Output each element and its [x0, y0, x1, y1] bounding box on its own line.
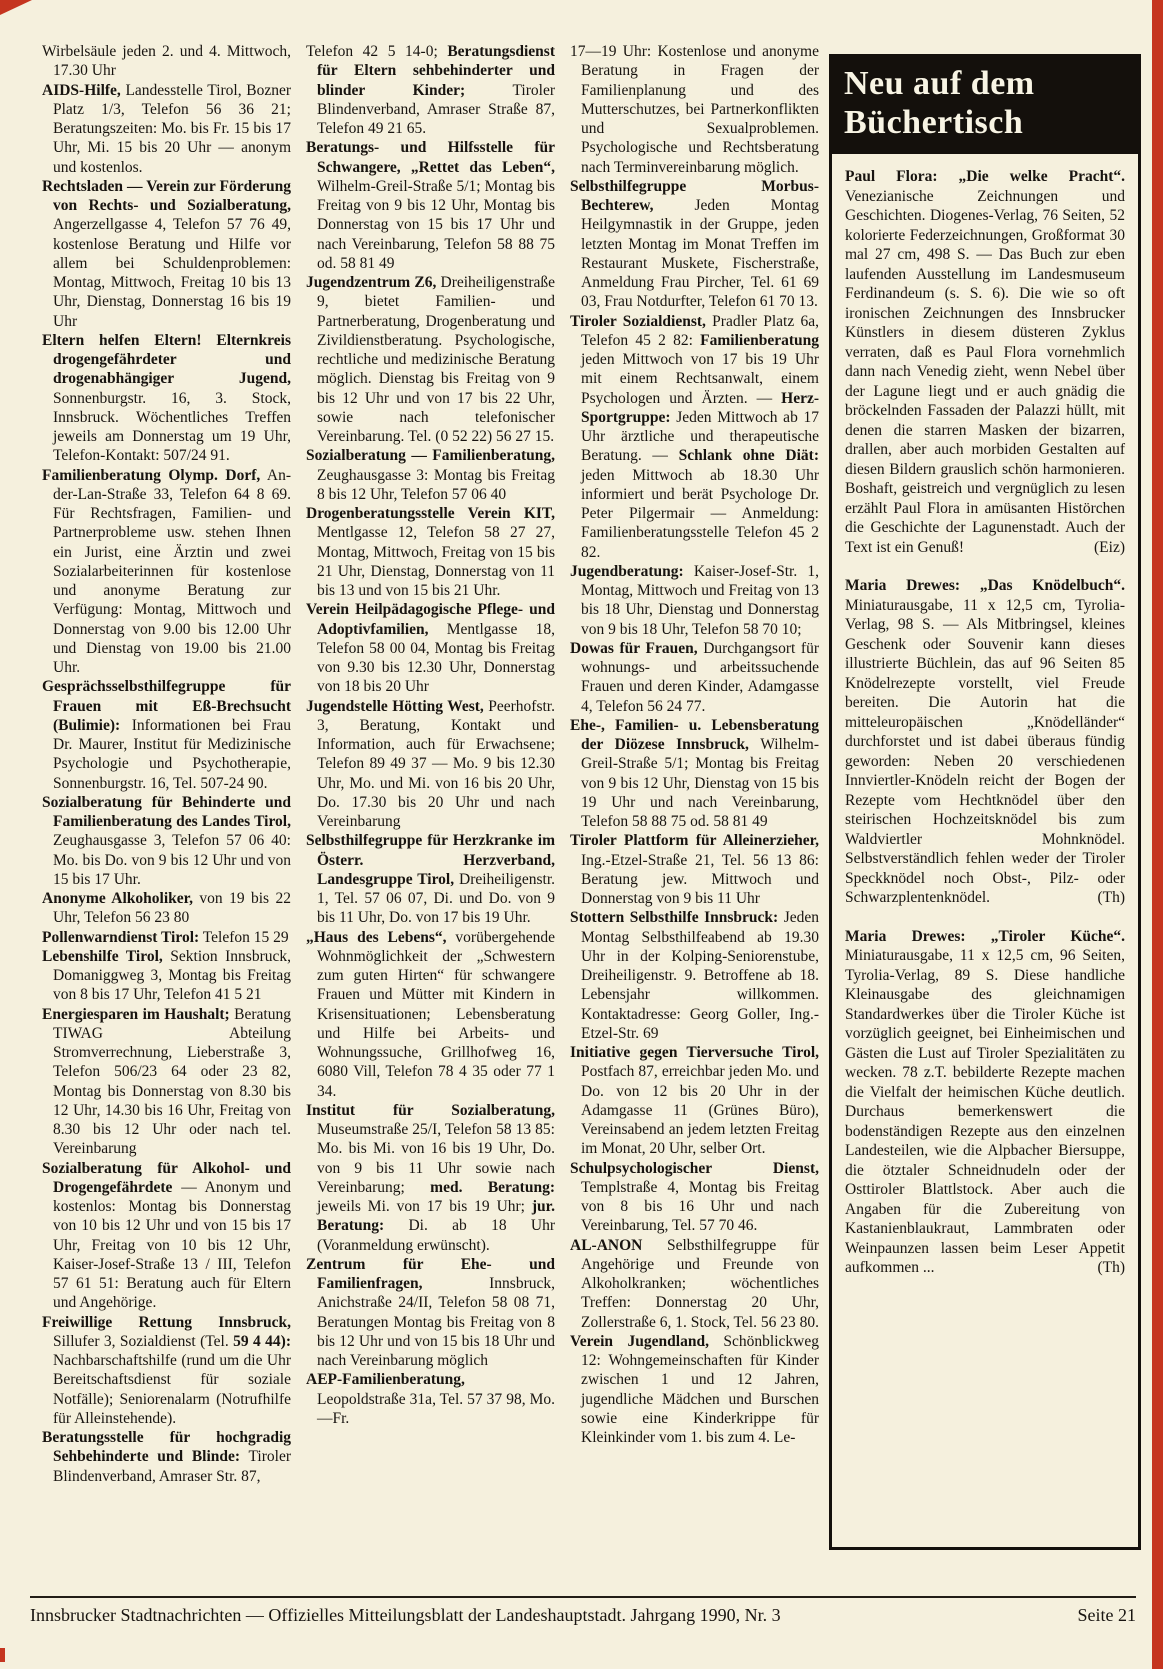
- listing-entry-title: „Haus des Lebens“,: [306, 928, 447, 946]
- listing-entry: [570, 1236, 819, 1332]
- listing-entry-title: Rechtsladen — Verein zur Förderung von Rechts- und Sozialberatung,: [42, 177, 291, 214]
- book-review-title: Paul Flora: „Die welke Pracht“.: [845, 168, 1125, 185]
- listing-column-3: [570, 42, 819, 1556]
- listing-entry-title: Gesprächsselbsthilfegruppe für Frauen mit Eß-Brechsucht (Bulimie):: [42, 678, 291, 734]
- listing-entry-text: Mentlgasse 18, Telefon 58 00 04, Montag bis Freitag von 9.30 bis 12.30 Uhr, Donnerstag von 18 bis 20 Uhr: [317, 620, 555, 696]
- listing-column-1: [42, 42, 291, 1556]
- listing-entry-title: Stottern Selbsthilfe Innsbruck:: [570, 909, 779, 927]
- listing-entry-title: Eltern helfen Eltern! Elternkreis drogengefährdeter und drogenabhängiger Jugend,: [42, 331, 291, 388]
- listing-entry-title: AEP-Familienberatung,: [306, 1371, 465, 1389]
- listing-entry-text: von 19 bis 22 Uhr, Telefon 56 23 80: [53, 890, 291, 927]
- listing-entry-title: Jugendzentrum Z6,: [306, 274, 437, 291]
- listing-entry-text: Jeden Montag Heilgymnastik in der Gruppe, jeden letzten Montag im Monat Treffen im Restaurant Muskete, Fischerstraße, Anmeldung Frau Pircher, Tel. 61 69 03, Frau Notdurfter, Telefon 61 70 13.: [581, 197, 819, 311]
- registration-mark-bottomleft: [0, 1648, 5, 1662]
- listing-entry-text: Telefon 15 29: [199, 928, 289, 946]
- listing-entry-text: Zeughausgasse 3, Telefon 57 06 40: Mo. bis Do. von 9 bis 12 Uhr und von 15 bis 17 Uhr.: [53, 832, 291, 888]
- listing-entry: [306, 1370, 555, 1428]
- listing-entry-text: Museumstraße 25/I, Telefon 58 13 85: Mo. bis Mi. von 16 bis 19 Uhr, Do. von 9 bis 11 Uhr sowie nach Vereinbarung;: [317, 1121, 555, 1196]
- book-review-title: Maria Drewes: „Tiroler Küche“.: [845, 927, 1125, 945]
- registration-mark-topleft: [0, 0, 32, 15]
- listing-entry-text: — Anonym und kostenlos: Montag bis Donnerstag von 10 bis 12 Uhr und von 15 bis 17 Uhr, Freitag von 10 bis 12 Uhr, Kaiser-Josef-Straße 13 / III, Telefon 57 61 51: Beratung auch für Eltern und Angehörige.: [53, 1178, 291, 1312]
- listing-entry-title: Institut für Sozialberatung,: [306, 1101, 555, 1119]
- book-review: [845, 167, 1125, 557]
- book-box-header: [832, 57, 1138, 154]
- footer-publication-info: Innsbrucker Stadtnachrichten — Offizielles Mitteilungsblatt der Landeshauptstadt. Jahrgang 1990, Nr. 3: [30, 1605, 781, 1625]
- listing-entry: [42, 677, 291, 793]
- listing-entry-text: Angerzellgasse 4, Telefon 57 76 49, kostenlose Beratung und Hilfe vor allem bei Schuldenproblemen: Montag, Mittwoch, Freitag 10 bis 13 Uhr, Dienstag, Donnerstag 16 bis 19 Uhr: [53, 216, 291, 330]
- listing-entry: [42, 331, 291, 466]
- listing-entry: [42, 947, 291, 1005]
- listing-entry-text: Di. ab 18 Uhr (Voranmeldung erwünscht).: [317, 1217, 555, 1254]
- listing-entry: [570, 1043, 819, 1159]
- listing-entry: [42, 1313, 291, 1429]
- listing-entry-text: Wirbelsäule jeden 2. und 4. Mittwoch, 17.30 Uhr: [42, 43, 291, 80]
- listing-entry-text: Selbsthilfegruppe für Angehörige und Freunde von Alkoholkranken; wöchentliches Treffen: Donnerstag 20 Uhr, Zollerstraße 6, 1. Stock, Tel. 56 23 80.: [581, 1236, 819, 1331]
- listing-entry-title: Zentrum für Ehe- und Familienfragen,: [306, 1255, 555, 1292]
- listing-entry-text: Sektion Innsbruck, Domaniggweg 3, Montag bis Freitag von 8 bis 17 Uhr, Telefon 41 5 21: [53, 947, 291, 1004]
- listing-entry-text: jeweils Mi. von 17 bis 19 Uhr;: [317, 1198, 532, 1215]
- listing-entry-title: Sozialberatung — Familienberatung,: [306, 447, 555, 465]
- listing-entry-text: 17—19 Uhr: Kostenlose und anonyme Beratung in Fragen der Familienplanung und des Mutterschutzes, bei Partnerkonflikten und Sexualproblemen. Psychologische und Rechtsberatung nach Terminvereinbarung möglich.: [570, 43, 819, 176]
- listing-entry-title: Dowas für Frauen,: [570, 639, 698, 657]
- book-review-box: [829, 54, 1141, 1550]
- listing-entry-text: jeden Mittwoch ab 18.30 Uhr informiert und berät Psychologe Dr. Peter Pilgermair — Anmeldung: Familienberatungsstelle Telefon 45 2 82.: [581, 466, 819, 561]
- listing-entry-text: Telefon 42 5 14-0;: [306, 43, 448, 60]
- page-footer: [30, 1596, 1136, 1626]
- listing-entry-text: Beratung TIWAG Abteilung Stromverrechnung, Lieberstraße 3, Telefon 506/23 64 oder 23 82, Montag bis Donnerstag von 8.30 bis 12 Uhr, 14.30 bis 16 Uhr, Freitag von 8.30 bis 12 Uhr oder nach tel. Vereinbarung: [53, 1005, 291, 1158]
- listing-entry-text: Informationen bei Frau Dr. Maurer, Institut für Medizinische Psychologie und Psychotherapie, Sonnenburgstr. 16, Tel. 507-24 90.: [53, 716, 291, 792]
- listing-entry-title: Energiesparen im Haushalt;: [42, 1005, 230, 1023]
- listing-entry-title: Familienberatung Olymp. Dorf,: [42, 466, 261, 484]
- page-edge-red-stripe: [1152, 0, 1163, 1669]
- book-review: [845, 927, 1125, 1278]
- listing-entry-title: Jugendberatung:: [570, 562, 684, 580]
- listing-entry-text: Dreiheiligenstr. 1, Tel. 57 06 07, Di. und Do. von 9 bis 11 Uhr, Do. von 17 bis 19 Uhr.: [317, 870, 555, 927]
- listing-entry: [306, 446, 555, 504]
- listing-entry-title: Selbsthilfegruppe für Herzkranke im Österr. Herzverband, Landesgruppe Tirol,: [306, 832, 555, 888]
- book-box-title-line2: Büchertisch: [844, 104, 1024, 141]
- listing-entry: [42, 889, 291, 928]
- listing-entry-title: Verein Heilpädagogische Pflege- und Adoptivfamilien,: [306, 601, 555, 638]
- listing-entry-text: Sonnenburgstr. 16, 3. Stock, Innsbruck. Wöchentliches Treffen jeweils am Donnerstag um 19 Uhr, Telefon-Kontakt: 507/24 91.: [53, 389, 291, 465]
- listing-entry-text: Innsbruck, Anichstraße 24/II, Telefon 58 08 71, Beratungen Montag bis Freitag von 8 bis 12 Uhr und von 15 bis 18 Uhr und nach Vereinbarung möglich: [317, 1275, 555, 1369]
- listing-entry-title: 59 4 44):: [233, 1332, 291, 1350]
- listing-entry: [570, 639, 819, 716]
- listing-entry-text: Schönblickweg 12: Wohngemeinschaften für Kinder zwischen 1 und 12 Jahren, jugendliche Mädchen und Burschen sowie eine Kinderkrippe für Kleinkinder vom 1. bis zum 4. Le-: [581, 1332, 819, 1446]
- listing-entry: [306, 1101, 555, 1255]
- listing-entry: [306, 273, 555, 446]
- book-review-text: Miniaturausgabe, 11 x 12,5 cm, Tyrolia-Verlag, 98 S. — Als Mitbringsel, kleines Geschenk oder Souvenir kann dieses illustrierte Büchlein, das auf 96 Seiten 85 Knödelrezepte vorstellt, viel Freude bereiten. Die Autorin hat die mitteleuropäischen „Knödelländer“ durchforstet und ist dabei überaus fündig geworden: Neben 20 verschiedenen Innviertler-Knödeln reicht der Bogen der Rezepte vom Hechtknödel über den steirischen Hochzeitsknödel bis zum Waldviertler Mohnknödel. Selbstverständlich fehlen weder der Tiroler Speckknödel noch Obst-, Pilz- oder Schwarzplentenknödel.: [845, 596, 1125, 906]
- listing-entry-text: Landesstelle Tirol, Bozner Platz 1/3, Telefon 56 36 21; Beratungszeiten: Mo. bis Fr. 15 bis 17 Uhr, Mi. 15 bis 20 Uhr — anonym und kostenlos.: [53, 81, 291, 176]
- listing-entry: [570, 908, 819, 1043]
- listing-entry-title: Tiroler Plattform für Alleinerzieher,: [570, 832, 819, 850]
- listing-entry: [306, 831, 555, 927]
- listing-entry: [306, 600, 555, 696]
- listing-entry-title: Sozialberatung für Alkohol- und Drogengefährdete: [42, 1159, 291, 1196]
- listing-entry-text: jeden Mittwoch von 17 bis 19 Uhr mit einem Rechtsanwalt, einem Psychologen und Ärzten. —: [581, 351, 819, 407]
- listing-entry: [42, 42, 291, 81]
- listing-entry-title: Initiative gegen Tierversuche Tirol,: [570, 1044, 819, 1061]
- listing-entry: [306, 1255, 555, 1371]
- listing-column-2: [306, 42, 555, 1556]
- book-review-title: Maria Drewes: „Das Knödelbuch“.: [845, 577, 1125, 594]
- book-review: [845, 576, 1125, 908]
- listing-entry: [42, 928, 291, 947]
- book-reviews: [832, 154, 1138, 1278]
- book-box-title-line1: Neu auf dem: [844, 65, 1035, 102]
- footer-page-number: Seite 21: [1077, 1605, 1136, 1625]
- listing-entry-title: Beratungsdienst für Eltern sehbehinderter und blinder Kinder;: [317, 43, 555, 99]
- listing-entry-title: Schulpsychologischer Dienst,: [570, 1159, 819, 1177]
- listing-entry-title: Drogenberatungsstelle Verein KIT,: [306, 505, 555, 522]
- book-review-attribution: (Eiz): [1094, 538, 1125, 556]
- listing-entry: [570, 716, 819, 832]
- listing-entry: [570, 1332, 819, 1448]
- book-review-text: Venezianische Zeichnungen und Geschichten. Diogenes-Verlag, 76 Seiten, 52 kolorierte Federzeichnungen, Großformat 30 mal 27 cm, 498 S. — Das Buch zur eben laufenden Ausstellung im Landesmuseum Ferdinandeum (s. S. 6). Die wie so oft ironischen Zeichnungen des Innsbrucker Künstlers in diesem düsteren Zyklus verraten, daß es Paul Flora vornehmlich dann nach Venedig zieht, wenn Nebel über der Lagune liegt und er auch gnädig die bröckelnden Fassaden der Palazzi hüllt, mit denen die starren Masken der bizarren, drallen, aber auch morbiden Gestalten auf diesen Bildern grauslich schön harmonieren. Boshaft, geistreich und vergnüglich zu lesen erzählt Paul Flora in amüsanten Histörchen die Geschichte der Lagunenstadt. Auch der Text ist ein Genuß!: [845, 187, 1125, 556]
- listing-entry-title: Herz-Sportgruppe:: [581, 389, 819, 426]
- listing-entry-title: AL-ANON: [570, 1236, 643, 1254]
- listing-entry-text: Wilhelm-Greil-Straße 5/1; Montag bis Freitag von 9 bis 12 Uhr, Montag bis Donnerstag von 15 bis 17 Uhr und nach Vereinbarung, Telefon 58 88 75 od. 58 81 49: [317, 177, 555, 272]
- listing-entry-text: An-der-Lan-Straße 33, Telefon 64 8 69. Für Rechtsfragen, Familien- und Partnerprobleme usw. stehen Ihnen ein Jurist, eine Ärztin und zwei Sozialarbeiterinnen für kostenlose und anonyme Beratung zur Verfügung: Montag, Mittwoch und Donnerstag von 9.00 bis 12.00 Uhr und Dienstag von 19.00 bis 21.00 Uhr.: [53, 466, 291, 676]
- listing-entry-title: Sozialberatung für Behinderte und Familienberatung des Landes Tirol,: [42, 793, 291, 830]
- listing-entry-text: Zeughausgasse 3: Montag bis Freitag 8 bis 12 Uhr, Telefon 57 06 40: [317, 466, 555, 503]
- listing-entry-title: Anonyme Alkoholiker,: [42, 890, 193, 907]
- book-review-attribution: (Th): [1097, 889, 1125, 906]
- listing-entry-title: Beratungsstelle für hochgradig Sehbehinderte und Blinde:: [42, 1429, 291, 1466]
- listing-entry-title: Freiwillige Rettung Innsbruck,: [42, 1313, 291, 1331]
- listing-entry-title: Pollenwarndienst Tirol:: [42, 928, 200, 946]
- listing-entry-text: Postfach 87, erreichbar jeden Mo. und Do. von 12 bis 20 Uhr in der Adamgasse 11 (Grünes Büro), Vereinsabend an jedem letzten Freitag im Monat, 20 Uhr, selber Ort.: [581, 1063, 819, 1158]
- listing-entry-title: Ehe-, Familien- u. Lebensberatung der Diözese Innsbruck,: [570, 716, 819, 753]
- listing-entry: [570, 312, 819, 562]
- listing-entry: [570, 177, 819, 312]
- listing-entry-text: Sillufer 3, Sozialdienst (Tel.: [53, 1332, 234, 1350]
- listing-entry-text: Tiroler Blindenverband, Amraser Str. 87,: [53, 1448, 291, 1485]
- book-review-attribution: (Th): [1097, 1259, 1125, 1276]
- listing-entry: [570, 562, 819, 639]
- listing-entry: [42, 177, 291, 331]
- listing-entry-text: Dreiheiligenstraße 9, bietet Familien- und Partnerberatung, Drogenberatung und Zivildienstberatung. Psychologische, rechtliche und medizinische Beratung möglich. Dienstag bis Freitag von 9 bis 12 Uhr und von 17 bis 22 Uhr, sowie nach telefonischer Vereinbarung. Tel. (0 52 22) 56 27 15.: [317, 274, 555, 445]
- listing-entry-text: Jeden Mittwoch ab 17 Uhr ärztliche und therapeutische Beratung. —: [581, 408, 819, 465]
- listing-entry-title: med. Beratung:: [430, 1178, 555, 1196]
- listing-entry-text: vorübergehende Wohnmöglichkeit der „Schwestern zum guten Hirten“ für schwangere Frauen und Mütter mit Kindern in Krisensituationen; Lebensberatung und Hilfe bei Arbeits- und Wohnungssuche, Grillhofweg 16, 6080 Vill, Telefon 78 4 35 oder 77 1 34.: [317, 928, 555, 1100]
- listing-entry: [306, 928, 555, 1101]
- listing-entry-text: Durchgangsort für wohnungs- und arbeitssuchende Frauen und deren Kinder, Adamgasse 4, Telefon 56 24 77.: [581, 639, 819, 715]
- listing-entry: [570, 42, 819, 177]
- listing-entry: [42, 793, 291, 889]
- listing-entry: [42, 1005, 291, 1159]
- listing-entry-text: Kaiser-Josef-Str. 1, Montag, Mittwoch und Freitag von 13 bis 18 Uhr, Dienstag und Donnerstag von 9 bis 18 Uhr, Telefon 58 70 10;: [581, 562, 819, 638]
- listing-entry: [306, 42, 555, 138]
- book-review-text: Miniaturausgabe, 11 x 12,5 cm, 96 Seiten, Tyrolia-Verlag, 89 S. Diese handliche Kleinausgabe des gleichnamigen Standardwerkes über die Tiroler Küche ist vorzüglich geeignet, bei Einheimischen und Gästen die Lust auf Tiroler Spezialitäten zu wecken. 78 z.T. bebilderte Rezepte machen die Vielfalt der heimischen Küche deutlich. Durchaus bemerkenswert die bodenständigen Rezepte aus den einzelnen Landesteilen, wie die Alpbacher Biersuppe, die ötztaler Schneidnudeln oder der Osttiroler Blattlstock. Aber auch die Angaben für die Zubereitung von Kastanienblaukraut, Lammbraten oder Weinpaunzen lassen beim Leser Appetit aufkommen ...: [845, 947, 1125, 1276]
- listing-entry-title: Verein Jugendland,: [570, 1332, 709, 1350]
- listing-entry-text: Leopoldstraße 31a, Tel. 57 37 98, Mo.—Fr.: [317, 1390, 555, 1427]
- listing-entry-text: Templstraße 4, Montag bis Freitag von 8 bis 16 Uhr und nach Vereinbarung, Tel. 57 70 46.: [581, 1178, 819, 1235]
- listing-entry: [42, 1159, 291, 1313]
- listing-entry: [42, 81, 291, 177]
- listing-entry: [42, 466, 291, 678]
- listing-entry-title: Beratungs- und Hilfsstelle für Schwangere, „Rettet das Leben“,: [306, 139, 555, 176]
- listing-entry-text: Ing.-Etzel-Straße 21, Tel. 56 13 86: Beratung jew. Mittwoch und Donnerstag von 9 bis 11 Uhr: [581, 851, 819, 907]
- listing-entry-text: Peerhofstr. 3, Beratung, Kontakt und Information, auch für Erwachsene; Telefon 89 49 37 — Mo. 9 bis 12.30 Uhr, Mo. und Mi. von 16 bis 20 Uhr, Do. 17.30 bis 20 Uhr und nach Vereinbarung: [317, 697, 555, 830]
- listing-entry-title: Schlank ohne Diät:: [678, 447, 819, 465]
- listing-entry-title: Selbsthilfegruppe Morbus-Bechterew,: [570, 177, 819, 214]
- listing-entry-text: Wilhelm-Greil-Straße 5/1; Montag bis Freitag von 9 bis 12 Uhr, Dienstag von 15 bis 19 Uhr und nach Vereinbarung, Telefon 58 88 75 od. 58 81 49: [581, 736, 819, 830]
- listing-entry-text: Pradler Platz 6a, Telefon 45 2 82:: [581, 312, 819, 349]
- listing-entry: [42, 1428, 291, 1486]
- listing-entry: [306, 138, 555, 273]
- listing-entry-text: Mentlgasse 12, Telefon 58 27 27, Montag, Mittwoch, Freitag von 15 bis 21 Uhr, Dienstag, Donnerstag von 11 bis 13 und von 15 bis 21 Uhr.: [317, 524, 555, 599]
- listing-entry-title: Lebenshilfe Tirol,: [42, 947, 163, 965]
- listing-entry-text: Nachbarschaftshilfe (rund um die Uhr Bereitschaftsdienst für soziale Notfälle); Seniorenalarm (Notrufhilfe für Alleinstehende).: [53, 1352, 291, 1427]
- listing-entry-title: AIDS-Hilfe,: [42, 81, 121, 99]
- listings-section: [42, 42, 1141, 1556]
- listing-entry-title: jur. Beratung:: [317, 1198, 555, 1235]
- listing-entry-title: Jugendstelle Hötting West,: [306, 697, 484, 715]
- listing-entry-text: Jeden Montag Selbsthilfeabend ab 19.30 Uhr in der Kolping-Seniorenstube, Dreiheiligenstr. 9. Betroffene ab 18. Lebensjahr willkommen. Kontaktadresse: Georg Goller, Ing.-Etzel-Str. 69: [581, 909, 819, 1042]
- listing-entry-title: Tiroler Sozialdienst,: [570, 312, 706, 330]
- listing-entry: [570, 1159, 819, 1236]
- listing-entry-title: Familienberatung: [700, 331, 819, 349]
- listing-entry: [570, 831, 819, 908]
- listing-entry: [306, 504, 555, 600]
- listing-entry: [306, 697, 555, 832]
- listing-entry-text: Tiroler Blindenverband, Amraser Straße 87, Telefon 49 21 65.: [317, 81, 555, 137]
